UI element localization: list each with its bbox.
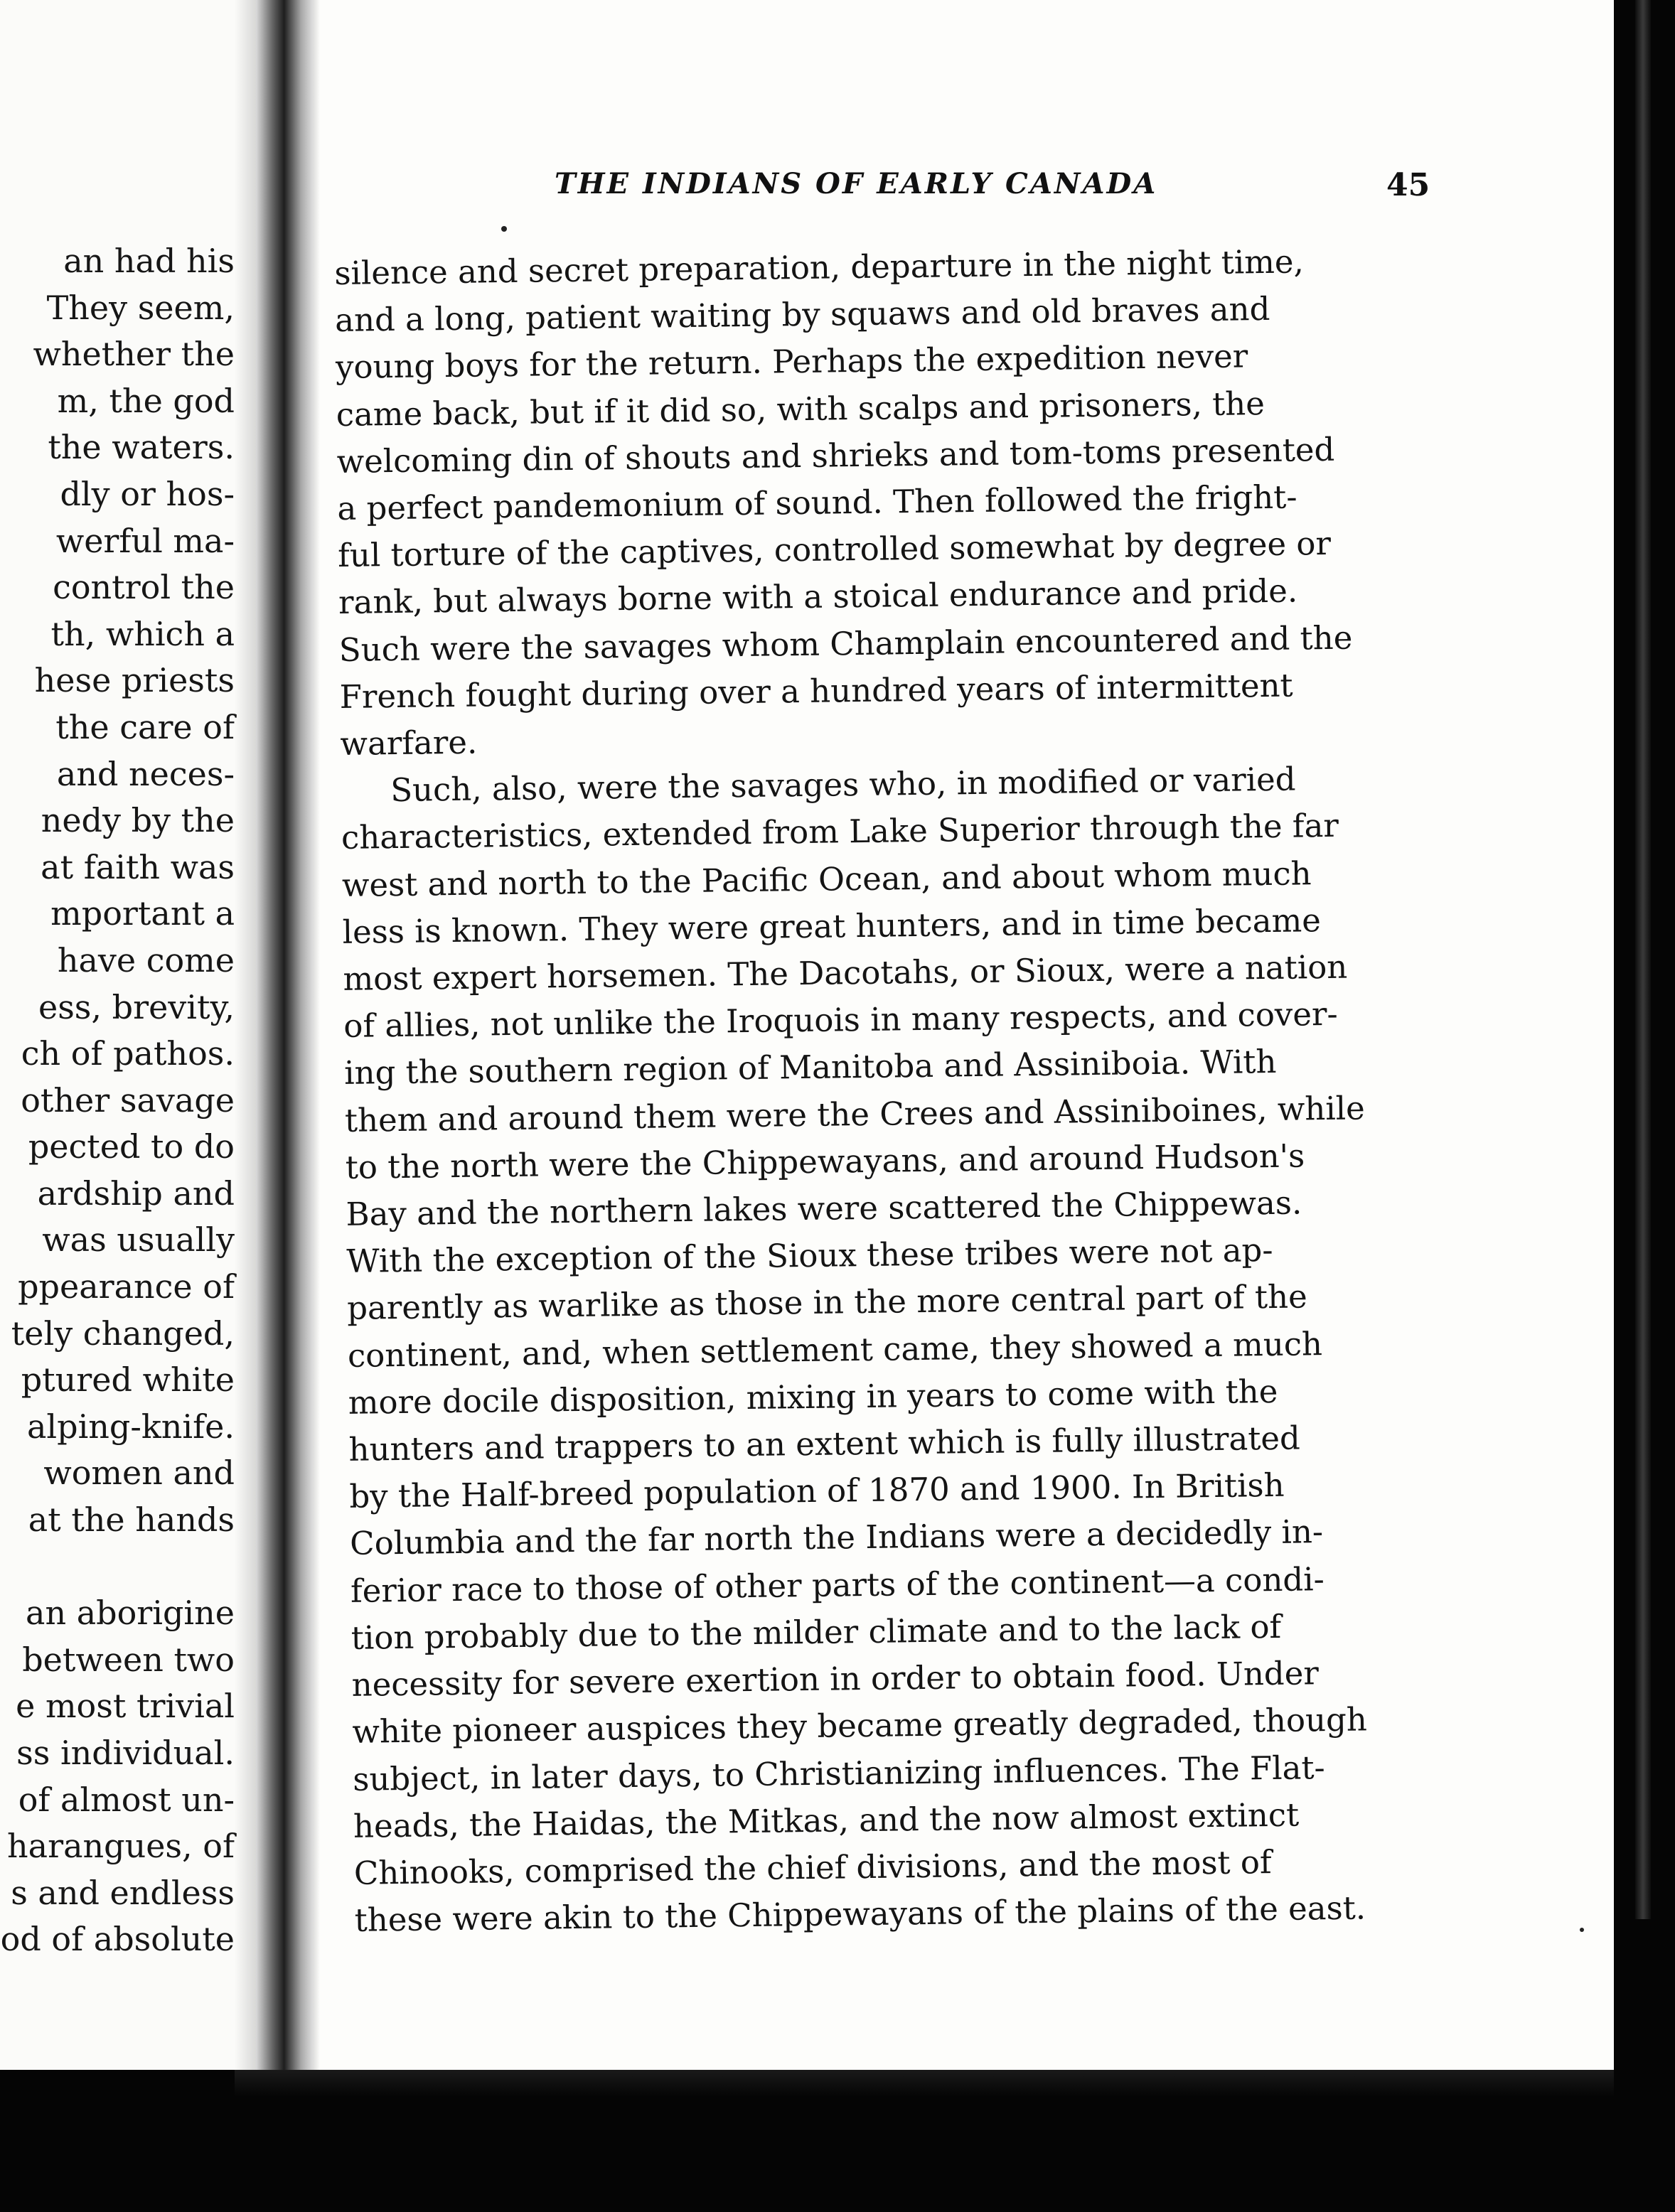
ink-speck: [1580, 1928, 1584, 1932]
left-page-line: s and endless: [11, 1873, 235, 1912]
left-page-line: [0, 1544, 235, 1591]
text-line: With the exception of the Sioux these tribes were not ap-: [346, 1231, 1273, 1281]
left-page-line: ss individual.: [16, 1734, 235, 1772]
text-line: them and around them were the Crees and Assiniboines, while: [344, 1089, 1366, 1139]
left-page-line: hese priests: [34, 661, 235, 700]
left-page-line: pected to do: [28, 1127, 235, 1166]
left-page-line: harangues, of: [7, 1827, 235, 1866]
left-page-line: ess, brevity,: [38, 987, 235, 1026]
text-line: most expert horsemen. The Dacotahs, or Sioux, were a nation: [343, 947, 1348, 998]
text-line: characteristics, extended from Lake Superior through the far: [341, 807, 1339, 857]
left-page-line: at faith was: [41, 847, 235, 886]
left-page-line: od of absolute: [0, 1920, 235, 1959]
left-page-line: an aborigine: [26, 1594, 235, 1633]
left-page-line: dly or hos-: [60, 474, 235, 513]
page-bottom-edge: [235, 2070, 1614, 2097]
text-line: ful torture of the captives, controlled somewhat by degree or: [337, 525, 1332, 575]
text-line: Such were the savages whom Champlain encountered and the: [338, 618, 1353, 669]
left-page-line: control the: [53, 568, 235, 607]
text-line: white pioneer auspices they became greatly degraded, though: [352, 1700, 1368, 1751]
text-line: ing the southern region of Manitoba and Assiniboia. With: [343, 1043, 1277, 1092]
left-page-line: ptured white: [21, 1360, 235, 1400]
left-page-line: of almost un-: [18, 1780, 235, 1819]
left-page-line: They seem,: [46, 288, 235, 327]
page-number: 45: [1386, 167, 1430, 203]
text-line: rank, but always borne with a stoical endurance and pride.: [338, 571, 1298, 622]
page-edge-strip: [1635, 0, 1651, 1919]
ink-speck: [501, 226, 507, 232]
text-line: by the Half-breed population of 1870 and 1900. In British: [349, 1466, 1285, 1516]
text-line: west and north to the Pacific Ocean, and about whom much: [341, 854, 1312, 904]
left-page-line: whether the: [33, 335, 235, 374]
paragraph-1: [334, 237, 1450, 768]
text-line: and a long, patient waiting by squaws and old braves and: [334, 290, 1270, 340]
left-page-line: women and: [43, 1454, 235, 1493]
left-page-line: alping-knife.: [27, 1407, 235, 1446]
text-line: young boys for the return. Perhaps the expedition never: [335, 337, 1248, 387]
text-line: silence and secret preparation, departure in the night time,: [334, 242, 1305, 292]
left-page-line: at the hands: [28, 1500, 235, 1540]
left-page-line: other savage: [21, 1080, 235, 1120]
text-line: Columbia and the far north the Indians were a decidedly in-: [349, 1513, 1324, 1563]
text-line: necessity for severe exertion in order to obtain food. Under: [351, 1654, 1320, 1704]
left-page-line: nedy by the: [41, 801, 235, 840]
text-line: warfare.: [340, 723, 478, 763]
text-line: more docile disposition, mixing in years to come with the: [348, 1372, 1278, 1422]
running-head-title: THE INDIANS OF EARLY CANADA: [555, 167, 1158, 200]
text-line: subject, in later days, to Christianizing influences. The Flat-: [352, 1748, 1326, 1798]
left-page-line: werful ma-: [55, 521, 235, 560]
text-line: continent, and, when settlement came, they showed a much: [347, 1324, 1323, 1375]
text-line: a perfect pandemonium of sound. Then followed the fright-: [337, 478, 1297, 527]
left-page-line: was usually: [42, 1220, 235, 1260]
text-line: parently as warlike as those in the more central part of the: [346, 1277, 1307, 1328]
left-page-line: an had his: [63, 242, 235, 280]
binding-gutter-shadow: [235, 0, 320, 2104]
text-line: hunters and trappers to an extent which is fully illustrated: [348, 1419, 1301, 1469]
left-page-line: th, which a: [50, 614, 235, 653]
text-line: of allies, not unlike the Iroquois in many respects, and cover-: [343, 995, 1338, 1046]
left-page-line: e most trivial: [16, 1687, 235, 1726]
text-line: welcoming din of shouts and shrieks and tom-toms presented: [336, 430, 1335, 480]
left-page-line: m, the god: [57, 381, 235, 420]
left-page-line: ardship and: [37, 1174, 235, 1213]
left-page-text: [0, 238, 235, 1963]
text-line: these were akin to the Chippewayans of the plains of the east.: [354, 1889, 1366, 1939]
text-line: ferior race to those of other parts of the continent—a condi-: [350, 1559, 1325, 1610]
left-facing-page: [0, 0, 256, 2090]
body-text: [334, 237, 1464, 1944]
text-line: Chinooks, comprised the chief divisions, and the most of: [353, 1842, 1272, 1892]
left-page-line: ppearance of: [18, 1267, 235, 1306]
text-line: French fought during over a hundred years of intermittent: [339, 666, 1293, 716]
text-line: Such, also, were the savages who, in modified or varied: [390, 760, 1296, 810]
paragraph-2: [341, 754, 1464, 1944]
text-line: heads, the Haidas, the Mitkas, and the now almost extinct: [353, 1795, 1300, 1845]
text-line: came back, but if it did so, with scalps and prisoners, the: [336, 384, 1265, 434]
text-line: to the north were the Chippewayans, and around Hudson's: [345, 1137, 1305, 1186]
left-page-line: between two: [22, 1640, 235, 1679]
left-page-line: have come: [57, 940, 235, 979]
text-line: Bay and the northern lakes were scattered the Chippewas.: [346, 1183, 1302, 1233]
left-page-line: mportant a: [50, 894, 235, 933]
left-page-line: the waters.: [48, 428, 235, 467]
left-page-line: and neces-: [56, 754, 235, 793]
left-page-line: the care of: [55, 707, 235, 746]
left-page-line: ch of pathos.: [21, 1034, 235, 1073]
text-line: tion probably due to the milder climate and to the lack of: [350, 1607, 1282, 1657]
text-line: less is known. They were great hunters, and in time became: [342, 901, 1322, 951]
left-page-line: tely changed,: [11, 1314, 235, 1353]
